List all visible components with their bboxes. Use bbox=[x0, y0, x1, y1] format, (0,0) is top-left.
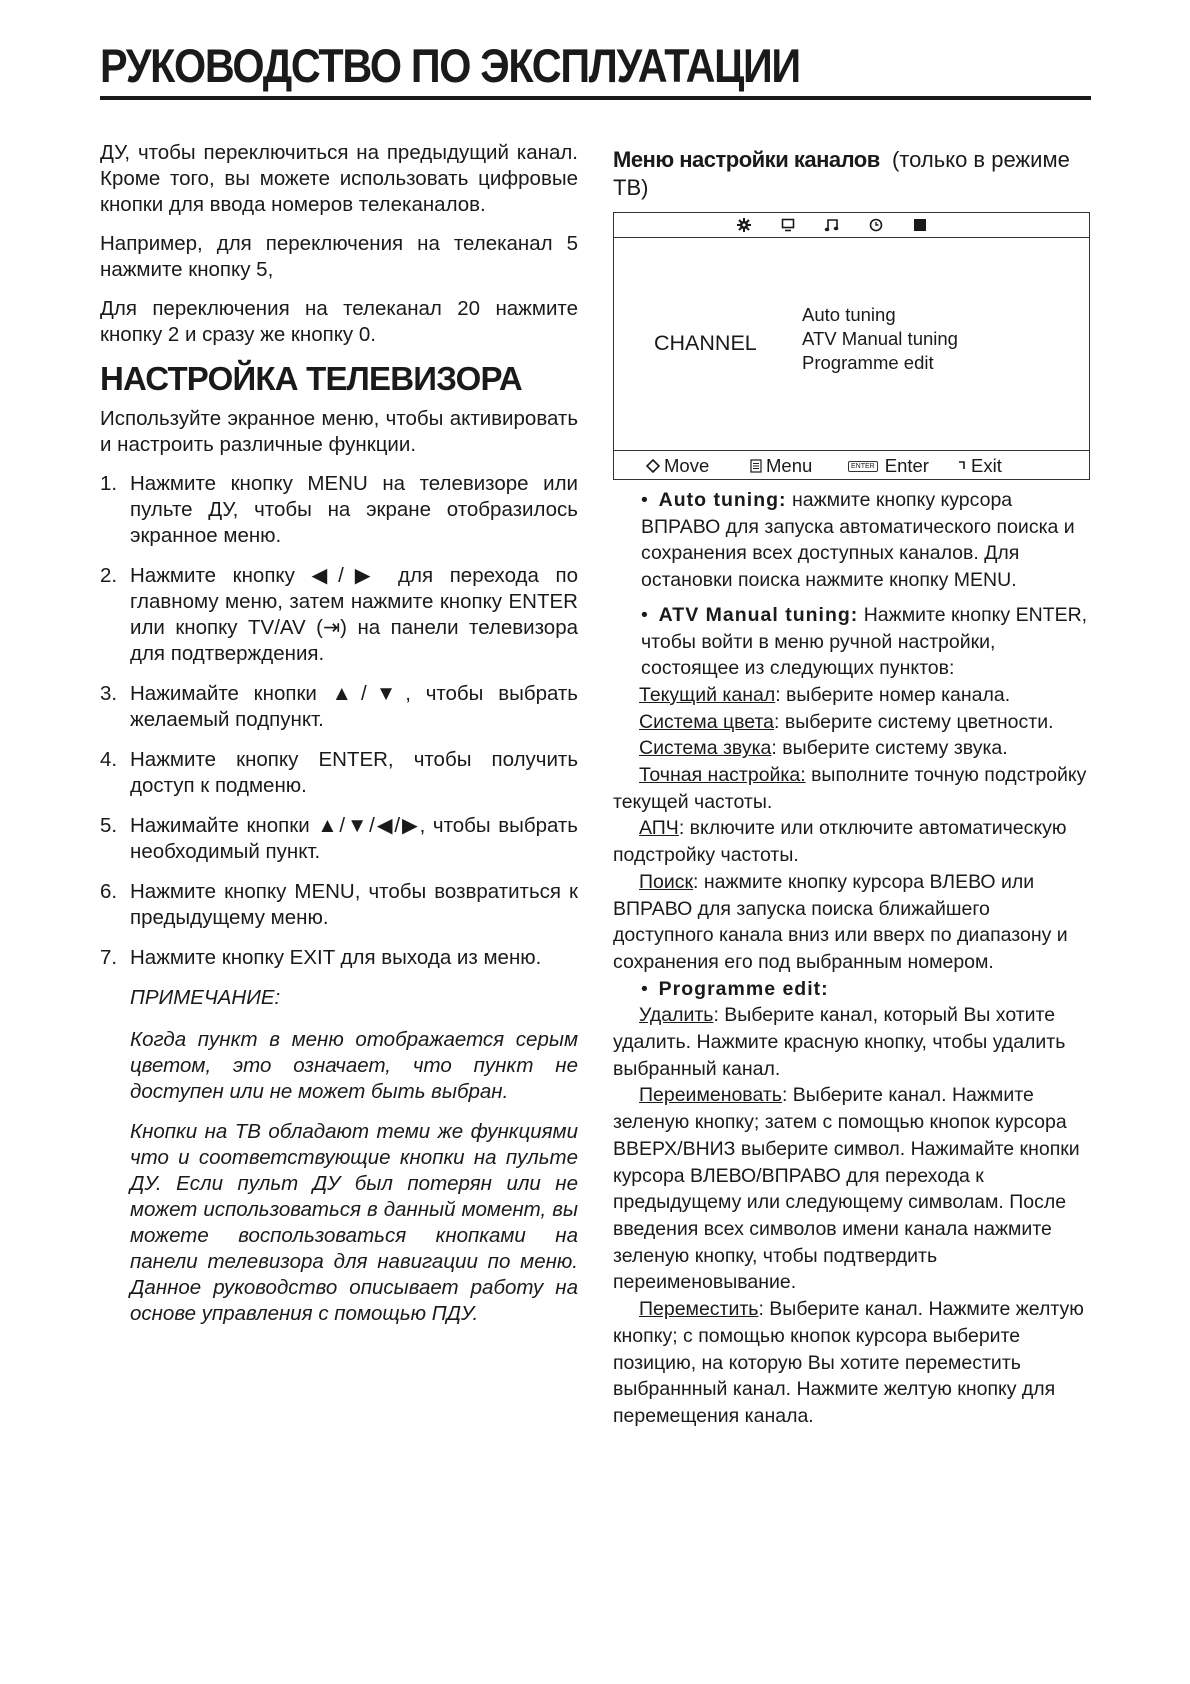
osd-item-manual-tuning[interactable]: ATV Manual tuning bbox=[802, 328, 958, 349]
menu-heading bbox=[613, 146, 1091, 202]
intro-paragraph: Например, для переключения на телеканал 5 нажмите кнопку 5, bbox=[100, 232, 578, 281]
auto-tuning-text: нажмите кнопку курсора ВПРАВО для запуска автоматического поиска и сохранения всех доступных каналов. Для остановки поиска нажмите кнопку MENU. bbox=[641, 489, 1075, 592]
intro-paragraph: ДУ, чтобы переключиться на предыдущий канал. Кроме того, вы можете использовать цифровые кнопки для ввода номеров телеканалов. bbox=[100, 141, 578, 216]
step-text: Нажмите кнопку EXIT для выхода из меню. bbox=[130, 946, 542, 969]
sub-item-text: выполните точную подстройку текущей частоты. bbox=[613, 764, 1087, 813]
step-item bbox=[100, 813, 578, 865]
step-text: Нажимайте кнопки ▲/▼, чтобы выбрать желаемый подпункт. bbox=[130, 682, 578, 731]
osd-hint-move bbox=[646, 455, 709, 477]
section-intro: Используйте экранное меню, чтобы активировать и настроить различные функции. bbox=[100, 407, 578, 456]
sub-item-term: Переименовать bbox=[639, 1084, 782, 1107]
osd-hint-menu-label: Menu bbox=[766, 455, 813, 476]
sub-item-text: : Выберите канал. Нажмите желтую кнопку; с помощью кнопок курсора выберите позицию, на которую Вы хотите переместить выбраннный канал. Нажмите желтую кнопку для перемещения канала. bbox=[613, 1298, 1084, 1427]
menu-icon bbox=[750, 459, 762, 473]
step-text: Нажмите кнопку ◀/▶ для перехода по главному меню, затем нажмите кнопку ENTER или кнопку TV/AV (⇥) на панели телевизора для подтверждения. bbox=[130, 564, 578, 665]
menu-heading-bold: Меню настройки каналов bbox=[613, 147, 880, 172]
osd-hint-exit-label: Exit bbox=[971, 455, 1002, 476]
step-number: 3. bbox=[100, 682, 118, 705]
manual-sub-item bbox=[613, 762, 1091, 815]
programme-edit-desc: • Programme edit: bbox=[641, 977, 829, 1000]
step-text: Нажмите кнопку MENU на телевизоре или пульте ДУ, чтобы на экране отобразилось экранное меню. bbox=[130, 472, 578, 547]
sub-item-text: : выберите систему цветности. bbox=[774, 710, 1054, 733]
title-divider bbox=[100, 96, 1091, 100]
step-text: Нажмите кнопку ENTER, чтобы получить доступ к подменю. bbox=[130, 748, 578, 797]
sub-item-term: Переместить bbox=[639, 1298, 759, 1321]
osd-item-auto-tuning[interactable]: Auto tuning bbox=[802, 304, 896, 325]
step-number: 5. bbox=[100, 814, 118, 837]
menu-heading-note: (только в режиме ТВ) bbox=[613, 147, 1070, 200]
auto-tuning-term: Auto tuning: bbox=[658, 489, 787, 511]
sub-item-text: : Выберите канал, который Вы хотите удалить. Нажмите красную кнопку, чтобы удалить выбранный канал. bbox=[613, 1004, 1066, 1080]
step-item bbox=[100, 747, 578, 799]
steps-list bbox=[100, 471, 578, 971]
sub-item-term: Текущий канал bbox=[639, 683, 776, 706]
osd-icon-bar bbox=[614, 213, 1089, 238]
menu-descriptions bbox=[613, 487, 1091, 1430]
osd-category-label: CHANNEL bbox=[654, 331, 757, 355]
edit-sub-item bbox=[613, 1296, 1091, 1430]
sub-item-text: : включите или отключите автоматическую подстройку частоты. bbox=[613, 817, 1067, 867]
monitor-icon bbox=[776, 216, 800, 234]
osd-hint-exit bbox=[957, 455, 1002, 477]
step-item bbox=[100, 563, 578, 667]
sub-item-term: Система звука bbox=[639, 737, 772, 760]
note-paragraph: Когда пункт в меню отображается серым цветом, это означает, что пункт не доступен или не может быть выбран. bbox=[130, 1028, 578, 1103]
manual-sub-item bbox=[613, 869, 1091, 976]
edit-sub-item bbox=[613, 1002, 1091, 1082]
sub-item-text: : выберите систему звука. bbox=[771, 737, 1008, 760]
note-block bbox=[100, 985, 578, 1327]
sub-item-term: Поиск bbox=[639, 870, 694, 893]
edit-sub-item bbox=[613, 1082, 1091, 1296]
sub-item-text: : нажмите кнопку курсора ВЛЕВО или ВПРАВО для запуска поиска ближайшего доступного канала вниз или вверх по диапазону и сохранения его под выбранным номером. bbox=[613, 870, 1068, 973]
sub-item-term: Удалить bbox=[639, 1004, 714, 1027]
step-number: 1. bbox=[100, 472, 118, 495]
programme-edit-term: Programme edit: bbox=[658, 977, 829, 1000]
manual-sub-item bbox=[613, 735, 1091, 762]
gear-icon bbox=[732, 216, 756, 234]
sub-item-term: Система цвета bbox=[639, 710, 775, 733]
step-number: 4. bbox=[100, 748, 118, 771]
auto-tuning-desc: • Auto tuning: нажмите кнопку курсора ВПРАВО для запуска автоматического поиска и сохранения всех доступных каналов. Для остановки поиска нажмите кнопку MENU. bbox=[641, 489, 1075, 592]
music-note-icon bbox=[820, 216, 844, 234]
step-number: 7. bbox=[100, 946, 118, 969]
manual-sub-item bbox=[613, 682, 1091, 709]
osd-item-list bbox=[802, 303, 958, 375]
clock-icon bbox=[864, 216, 888, 234]
osd-hint-enter bbox=[848, 455, 929, 477]
step-item bbox=[100, 879, 578, 931]
note-label: ПРИМЕЧАНИЕ: bbox=[130, 986, 281, 1009]
step-text: Нажмите кнопку MENU, чтобы возвратиться к предыдущему меню. bbox=[130, 880, 578, 929]
step-text: Нажимайте кнопки ▲/▼/◀/▶, чтобы выбрать необходимый пункт. bbox=[130, 814, 578, 863]
sub-item-term: АПЧ bbox=[639, 817, 679, 840]
exit-arrow-icon bbox=[957, 459, 967, 473]
move-arrows-icon bbox=[646, 459, 660, 473]
manual-tuning-text: Нажмите кнопку ENTER, чтобы войти в меню ручной настройки, состоящее из следующих пунктов: bbox=[641, 603, 1088, 680]
sub-item-text: : выберите номер канала. bbox=[775, 683, 1011, 706]
step-item bbox=[100, 471, 578, 549]
osd-item-programme-edit[interactable]: Programme edit bbox=[802, 352, 934, 373]
step-item bbox=[100, 681, 578, 733]
step-number: 2. bbox=[100, 564, 118, 587]
sub-item-term: Точная настройка: bbox=[639, 764, 806, 787]
enter-key-icon: ENTER bbox=[848, 461, 878, 472]
page-title: РУКОВОДСТВО ПО ЭКСПЛУАТАЦИИ bbox=[100, 39, 800, 92]
osd-hint-menu bbox=[750, 455, 812, 477]
intro-paragraph: Для переключения на телеканал 20 нажмите кнопку 2 и сразу же кнопку 0. bbox=[100, 297, 578, 346]
step-number: 6. bbox=[100, 880, 118, 903]
osd-hint-bar bbox=[614, 450, 1089, 479]
step-item bbox=[100, 945, 578, 971]
left-column bbox=[100, 140, 578, 1341]
manual-tuning-term: ATV Manual tuning: bbox=[658, 603, 859, 626]
section-heading: НАСТРОЙКА ТЕЛЕВИЗОРА bbox=[100, 360, 522, 397]
manual-sub-item bbox=[613, 709, 1091, 736]
right-column-heading bbox=[613, 146, 1091, 202]
osd-menu-illustration bbox=[613, 212, 1090, 480]
square-icon bbox=[908, 216, 932, 234]
manual-tuning-desc: • ATV Manual tuning: Нажмите кнопку ENTER, чтобы войти в меню ручной настройки, состоящее из следующих пунктов: bbox=[641, 603, 1088, 680]
note-paragraph: Кнопки на ТВ обладают теми же функциями что и соответствующие кнопки на пульте ДУ. Если пульт ДУ был потерян или не может использоваться в данный момент, вы можете воспользоваться кнопками на панели телевизора для навигации по меню. Данное руководство описывает работу на основе управления с помощью ПДУ. bbox=[130, 1120, 578, 1325]
osd-hint-move-label: Move bbox=[664, 455, 710, 476]
sub-item-text: : Выберите канал. Нажмите зеленую кнопку; затем с помощью кнопок курсора ВВЕРХ/ВНИЗ выберите символ. Нажимайте кнопки курсора ВЛЕВО/ВПРАВО для перехода к предыдущему или следующему символам. После введения всех символов имени канала нажмите зеленую кнопку, чтобы подтвердить переименовывание. bbox=[613, 1084, 1080, 1294]
manual-sub-item bbox=[613, 815, 1091, 868]
osd-hint-enter-label: Enter bbox=[884, 455, 929, 476]
